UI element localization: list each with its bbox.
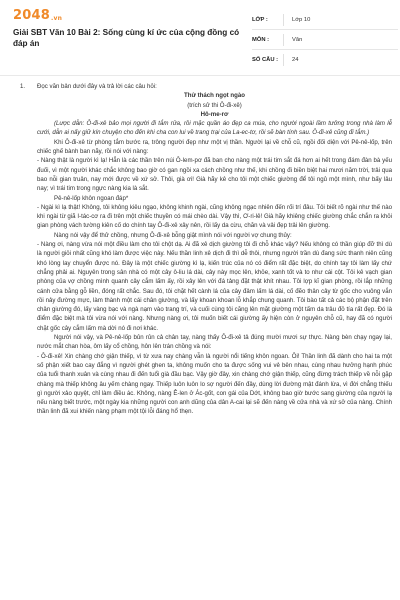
- passage-paragraph: Người nói vậy, và Pê-nê-lốp bủn rủn cả chân tay, nàng thấy Ô-đi-xê tả đúng mười mươi sự thực. Nàng bèn chạy ngay lại, nước mắt chan hòa, ôm lấy cổ chồng, hôn lên trán chồng và nói:: [37, 334, 392, 351]
- passage-paragraph: - Ngài kì lạ thật! Không, tôi không kiêu ngạo, không khinh ngài, cũng không ngạc nhiên đến rối trí đâu. Tôi biết rõ ngài như thế nào khi ngài từ giã I-tác-cơ ra đi trên một chiếc thuyền có mái chèo dài. Vậy thì, Ơ-ri-lê! Già hãy khiêng chiếc giường chắc chắn ra khỏi gian phòng vách tường kiên cố do chính tay Ô-đi-xê xây nên, rồi lấy da cừu, chăn và vải đẹp trải lên giường.: [37, 203, 392, 230]
- question-number: 1.: [20, 83, 26, 90]
- site-logo[interactable]: [13, 8, 62, 23]
- logo-suffix: .vn: [50, 15, 63, 22]
- logo-text: 2048: [13, 8, 50, 23]
- meta-value: Văn: [292, 36, 303, 43]
- question-body: [37, 82, 392, 417]
- meta-divider: [283, 14, 284, 26]
- meta-key: LỚP :: [252, 16, 268, 23]
- meta-row-count: [252, 50, 398, 69]
- meta-key: MÔN :: [252, 36, 270, 43]
- passage-lead: (Lược dẫn: Ô-đi-xê bảo mọi người đi tắm rửa, rồi mặc quần áo đẹp ca múa, cho người ngoài lầm tưởng trong nhà làm lễ cưới, dẫn ai nấy giữ kín chuyện cho đến khi cha con lui về trang trại của La-ec-tơ, rồi sẽ bàn tính sau. Ô-đi-xê cũng đi tắm.): [37, 120, 392, 137]
- meta-row-subject: [252, 30, 398, 50]
- meta-row-class: [252, 10, 398, 30]
- page-title: Giải SBT Văn 10 Bài 2: Sống cùng kí ức của cộng đồng có đáp án: [13, 28, 240, 48]
- passage-paragraph: - Nàng ơi, nàng vừa nói một điều làm cho tôi chột dạ. Ai đã xê dịch giường tôi đi chỗ khác vậy? Nếu không có thần giúp đỡ thì dù là người giỏi nhất cũng khó làm được việc này. Nếu thần linh xê dịch đi thì dễ thôi, nhưng người trần dù đang sức thanh niên cũng khó lòng lay chuyển được nó. Đây là một chiếc giường kì lạ, kiến trúc của nó có điểm rất đặc biệt, do chính tay tôi làm lấy chứ chẳng phải ai. Nguyên trong sân nhà có một cây ô-liu lá dài, cây này mọc lên, khỏe, xanh tốt và to như cái cột. Tôi kê vạch gian phòng của vợ chồng mình quanh cây cắm lấm ấy, rồi xây lên với đá tảng đặt thật khít nhau. Tôi lợp kĩ gian phòng, rồi lắp những cánh cửa bằng gỗ liền, đóng rất chắc. Sau đó, tôi chặt hết cành lá của cây đảm lấm lá dài, cố đẽo thân cây từ gốc cho vuông vắn rồi nảy đường mực, làm thành một cái chân giường, và lấy khoan khoan lỗ khắp chung quanh. Tôi bào tất cả các bộ phận đặt trên chân giường đó, lấy vàng bạc và ngà nạm vào trang trí, và cuối cùng tôi căng lên mặt giường một tấm da trâu đỏ tía rất đẹp. Đó là điểm đặc biệt mà tôi vừa nói với nàng. Nhưng nàng ơi, tôi muốn biết cái giường ấy hiện còn ở nguyên chỗ cũ, hay đã có người chặt gốc cây cắm lấm mà dời nó đi nơi khác.: [37, 241, 392, 332]
- question-prompt: Đọc văn bản dưới đây và trả lời các câu hỏi:: [37, 83, 157, 90]
- meta-table: [252, 10, 398, 69]
- meta-value: Lớp 10: [292, 16, 311, 23]
- passage-paragraph: - Nàng thật là người kì lạ! Hẳn là các thần trên núi Ô-lem-pơ đã ban cho nàng một trái tim sắt đá hơn ai hết trong đám đàn bà yếu đuối, vì một người khác chắc không bao giờ có gan ngồi xa cách chồng như thế, khi chồng đi biền biệt hai mươi năm trời, trải qua bao nỗi gian truân, nay mới được về xứ sở. Thôi, già ơi! Già hãy kê cho tôi một chiếc giường để tôi ngủ một mình, như bấy lâu nay; vì trái tim trong ngực nàng kia là sắt.: [37, 157, 392, 193]
- passage-author: Hô-me-rơ: [200, 110, 229, 118]
- page-header: [0, 0, 400, 72]
- meta-value: 24: [292, 56, 299, 63]
- passage-paragraph: Pê-nê-lốp khôn ngoan đáp*: [54, 194, 129, 202]
- passage-paragraph: - Ô-đi-xê! Xin chàng chớ giận thiếp, vì từ xưa nay chàng vẫn là người nổi tiếng khôn ngoan. Ôi! Thần linh đã dành cho hai ta một số phận xiết bao cay đắng vì người ghét ghen ta, không muốn cho ta được sống vui vẻ bên nhau, cùng nhau hưởng hạnh phúc của tuổi thanh xuân và cùng nhau đi đến tuổi già đầu bạc. Vậy giờ đây, xin chàng chớ giận thiếp, cũng đừng trách thiếp về nỗi gặp chàng mà thiếp không âu yếm chàng ngay. Thiếp luôn luôn lo sợ người đến đây, dùng lời đường mật đánh lừa, vì đời chẳng thiếu gì người xảo quyệt, chỉ làm điều ác. Không, nàng Ê-len ở Ác-gốt, con gái của Dớt, không bao giờ bước sang giường của người lạ nếu nàng biết trước, một ngày kia những người con anh dũng của dân A-cai lại sẽ đến nàng về cửa nhà và xứ sở của nàng. Chính thần linh đã xui khiến nàng phạm một tội lỗi đáng hổ thẹn.: [37, 352, 392, 416]
- passage-paragraph: Khi Ô-đi-xê từ phòng tắm bước ra, trông người đẹp như một vị thần. Người lại về chỗ cũ, ngồi đối diện với Pê-nê-lốp, trên chiếc ghế bành ban nãy, rồi nói với nàng:: [37, 138, 392, 156]
- question-block: [20, 82, 392, 417]
- header-divider: [0, 75, 400, 76]
- passage-paragraph: Nàng nói vậy để thử chồng, nhưng Ô-đi-xê bỗng giật mình nói với người vợ chung thủy:: [54, 231, 292, 239]
- passage-title: Thử thách ngọt ngào: [184, 92, 245, 100]
- meta-divider: [283, 54, 284, 66]
- passage-source: (trích sử thi Ô-đi-xê): [187, 101, 242, 109]
- meta-key: SỐ CÂU :: [252, 56, 279, 63]
- meta-divider: [283, 34, 284, 46]
